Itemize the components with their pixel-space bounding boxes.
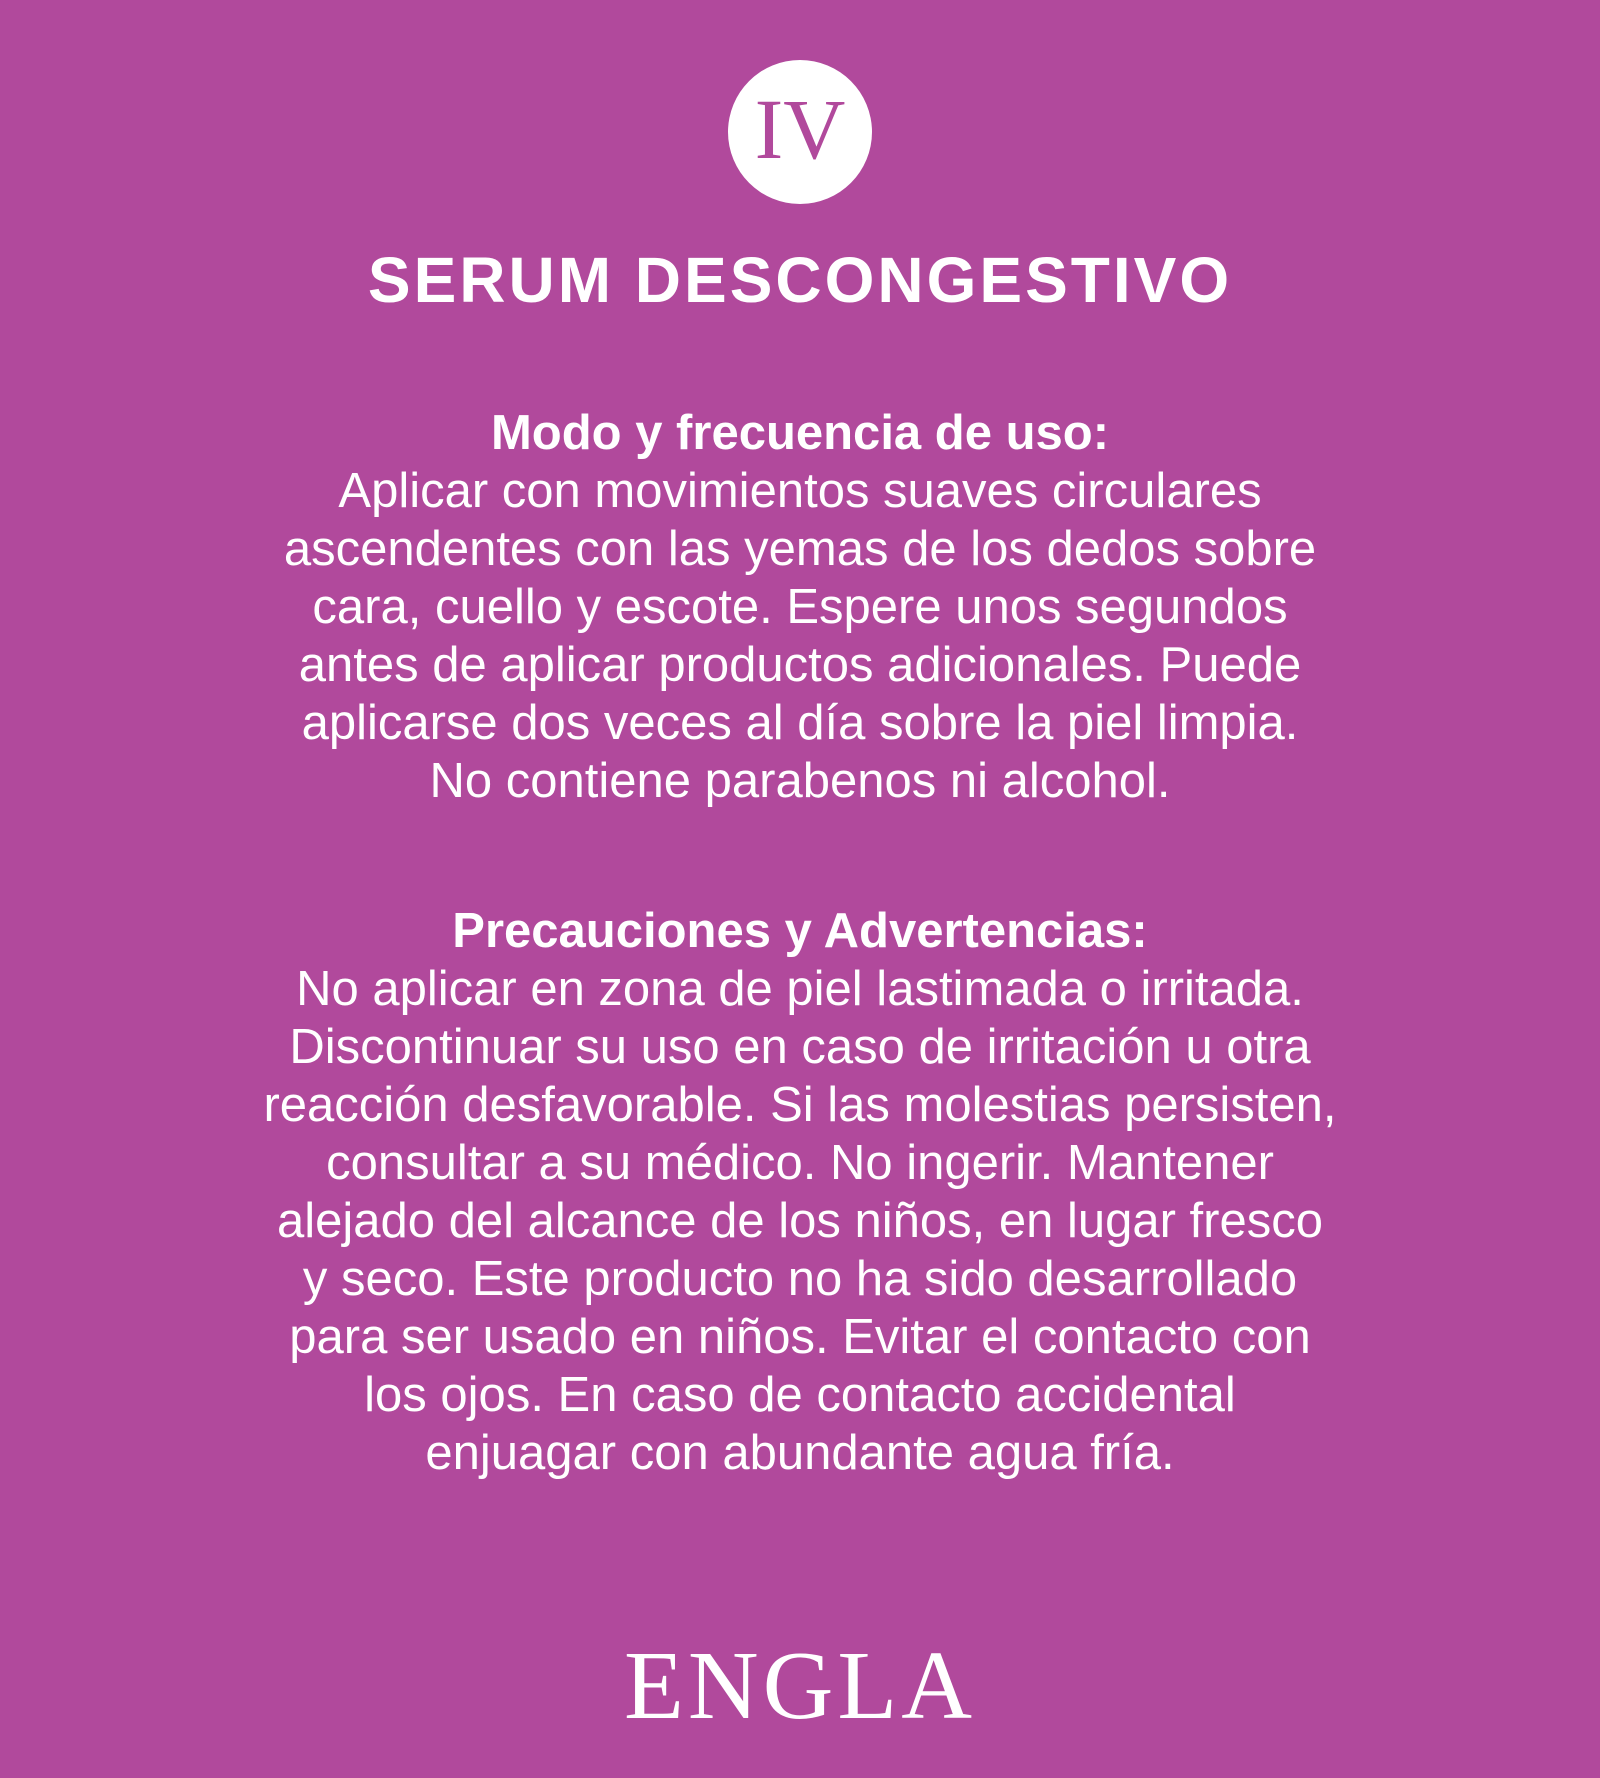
- text-line: para ser usado en niños. Evitar el contacto con: [289, 1310, 1311, 1364]
- brand-logo: ENGLA: [623, 1632, 977, 1740]
- step-number-badge: [728, 60, 872, 204]
- text-line: No contiene parabenos ni alcohol.: [429, 754, 1171, 808]
- text-line: los ojos. En caso de contacto accidental: [364, 1368, 1236, 1422]
- text-line: antes de aplicar productos adicionales. Puede: [298, 638, 1302, 692]
- text-line: Aplicar con movimientos suaves circulares: [338, 464, 1262, 518]
- precautions-heading: Precauciones y Advertencias:: [452, 904, 1148, 958]
- text-line: consultar a su médico. No ingerir. Mantener: [326, 1136, 1274, 1190]
- text-line: enjuagar con abundante agua fría.: [425, 1426, 1175, 1480]
- text-line: alejado del alcance de los niños, en lugar fresco: [276, 1194, 1323, 1248]
- usage-section: [0, 404, 1600, 810]
- product-title: SERUM DESCONGESTIVO: [367, 244, 1233, 316]
- text-line: aplicarse dos veces al día sobre la piel limpia.: [301, 696, 1299, 750]
- precautions-text: [0, 960, 1600, 1482]
- text-line: No aplicar en zona de piel lastimada o irritada.: [296, 962, 1304, 1016]
- text-line: y seco. Este producto no ha sido desarrollado: [302, 1252, 1298, 1306]
- text-line: ascendentes con las yemas de los dedos sobre: [283, 522, 1317, 576]
- roman-numeral-iv: IV: [754, 81, 846, 177]
- text-line: cara, cuello y escote. Espere unos segundos: [312, 580, 1288, 634]
- text-line: Discontinuar su uso en caso de irritación u otra: [289, 1020, 1311, 1074]
- usage-heading: Modo y frecuencia de uso:: [490, 406, 1110, 460]
- precautions-section: [0, 902, 1600, 1482]
- usage-text: [0, 462, 1600, 810]
- text-line: reacción desfavorable. Si las molestias persisten,: [263, 1078, 1337, 1132]
